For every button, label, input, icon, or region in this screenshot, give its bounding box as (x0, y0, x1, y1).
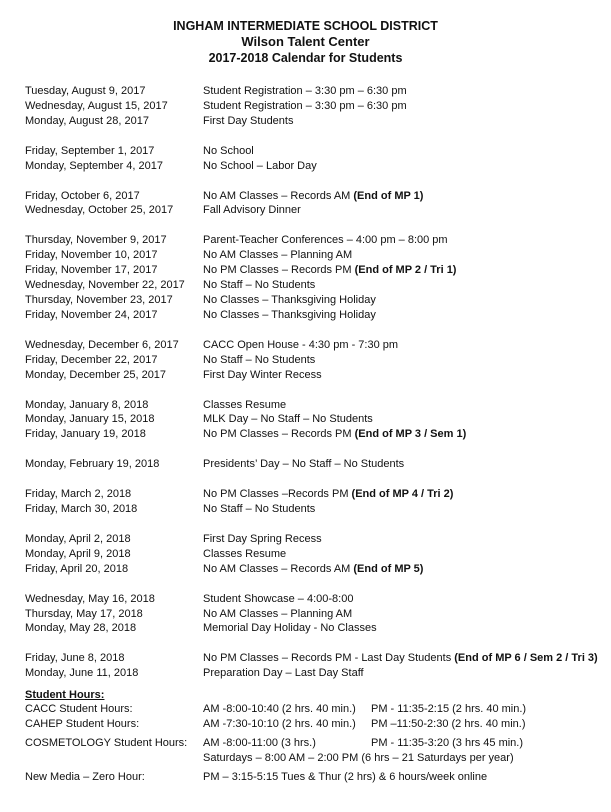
event-text: First Day Winter Recess (203, 368, 322, 381)
student-hours-section (25, 688, 605, 785)
event-group (25, 338, 605, 383)
event-description (203, 621, 605, 636)
event-date: Wednesday, December 6, 2017 (25, 338, 179, 351)
event-row (25, 263, 605, 278)
event-description (203, 84, 605, 99)
event-group (25, 84, 605, 129)
event-description (203, 233, 605, 248)
event-text: No Staff – No Students (203, 503, 316, 516)
hours-pm: PM - 11:35-3:20 (3 hrs 45 min.) (371, 737, 524, 750)
event-row (25, 338, 605, 353)
event-row (25, 412, 605, 427)
event-row (25, 368, 605, 383)
event-group (25, 233, 605, 322)
event-text: No AM Classes – Planning AM (203, 249, 353, 262)
hours-am: AM -7:30-10:10 (2 hrs. 40 min.) (203, 717, 356, 730)
event-text: First Day Spring Recess (203, 532, 322, 545)
event-date: Wednesday, November 22, 2017 (25, 279, 185, 292)
hours-text: PM – 3:15-5:15 Tues & Thur (2 hrs) & 6 hours/week online (203, 771, 488, 784)
event-row (25, 308, 605, 323)
event-row (25, 203, 605, 218)
event-description (203, 293, 605, 308)
hours-pm: PM - 11:35-2:15 (2 hrs. 40 min.) (371, 703, 527, 715)
event-description (203, 607, 605, 622)
event-date: Thursday, May 17, 2018 (25, 607, 143, 620)
event-description (203, 592, 605, 607)
event-date: Wednesday, May 16, 2018 (25, 592, 155, 605)
event-description (203, 666, 605, 681)
event-marking-period: (End of MP 3 / Sem 1) (354, 428, 467, 441)
event-row (25, 427, 605, 442)
event-row (25, 621, 605, 636)
event-row (25, 607, 605, 622)
event-date: Friday, October 6, 2017 (25, 189, 140, 202)
event-group (25, 532, 605, 577)
event-description (203, 368, 605, 383)
event-row (25, 502, 605, 517)
event-description (203, 562, 605, 577)
event-description (203, 487, 605, 502)
event-group (25, 457, 605, 472)
student-hours-title: Student Hours: (25, 689, 105, 701)
document-header (0, 18, 611, 66)
event-date: Monday, April 9, 2018 (25, 547, 131, 560)
event-row (25, 592, 605, 607)
event-group (25, 144, 605, 174)
event-group (25, 189, 605, 219)
calendar-events (25, 84, 605, 696)
event-row (25, 189, 605, 204)
event-description (203, 159, 605, 174)
event-description (203, 651, 605, 666)
event-description (203, 203, 605, 218)
event-row (25, 293, 605, 308)
event-row (25, 651, 605, 666)
event-text: Presidents’ Day – No Staff – No Students (203, 458, 405, 471)
event-description (203, 278, 605, 293)
event-row (25, 487, 605, 502)
event-row (25, 278, 605, 293)
event-row (25, 84, 605, 99)
event-text: No AM Classes – Planning AM (203, 607, 353, 620)
event-text: Classes Resume (203, 547, 287, 560)
event-description (203, 427, 605, 442)
center-title: Wilson Talent Center (241, 34, 370, 49)
event-marking-period: (End of MP 1) (353, 189, 424, 202)
hours-row-cosmetology (25, 736, 605, 751)
hours-label: New Media – Zero Hour: (25, 771, 145, 784)
event-description (203, 547, 605, 562)
event-description (203, 338, 605, 353)
event-text: No Staff – No Students (203, 279, 316, 292)
event-text: No School – Labor Day (203, 159, 317, 172)
event-text: No School (203, 144, 254, 157)
event-text: No Classes – Thanksgiving Holiday (203, 308, 376, 321)
event-date: Thursday, November 9, 2017 (25, 234, 167, 247)
event-date: Friday, November 10, 2017 (25, 249, 158, 262)
event-text: Preparation Day – Last Day Staff (203, 667, 364, 680)
hours-row-new-media (25, 770, 605, 785)
district-title: INGHAM INTERMEDIATE SCHOOL DISTRICT (173, 19, 438, 33)
hours-am: AM -8:00-10:40 (2 hrs. 40 min.) (203, 703, 356, 715)
hours-row-cacc (25, 702, 605, 717)
event-text: No PM Classes – Records PM (203, 428, 355, 441)
event-text: Student Registration – 3:30 pm – 6:30 pm (203, 99, 407, 112)
event-date: Friday, March 30, 2018 (25, 503, 138, 516)
event-date: Monday, May 28, 2018 (25, 622, 137, 635)
event-description (203, 114, 605, 129)
event-date: Tuesday, August 9, 2017 (25, 85, 146, 97)
event-text: First Day Students (203, 114, 294, 127)
event-date: Monday, September 4, 2017 (25, 159, 163, 172)
event-text: Fall Advisory Dinner (203, 204, 301, 217)
event-marking-period: (End of MP 2 / Tri 1) (354, 264, 457, 277)
event-description (203, 412, 605, 427)
event-text: Memorial Day Holiday - No Classes (203, 622, 377, 635)
calendar-title: 2017-2018 Calendar for Students (208, 51, 403, 65)
hours-saturdays: Saturdays – 8:00 AM – 2:00 PM (6 hrs – 21 Saturdays per year) (203, 751, 514, 764)
event-text: No PM Classes –Records PM (203, 488, 352, 501)
event-text: CACC Open House - 4:30 pm - 7:30 pm (203, 338, 399, 351)
event-group (25, 487, 605, 517)
event-marking-period: (End of MP 6 / Sem 2 / Tri 3) (454, 652, 598, 665)
event-description (203, 263, 605, 278)
event-marking-period: (End of MP 5) (353, 562, 424, 575)
event-date: Friday, March 2, 2018 (25, 488, 132, 501)
event-date: Friday, November 17, 2017 (25, 264, 158, 277)
event-text: Student Showcase – 4:00-8:00 (203, 592, 354, 605)
event-row (25, 159, 605, 174)
event-text: No PM Classes – Records PM - Last Day Students (203, 652, 455, 665)
event-row (25, 562, 605, 577)
event-description (203, 308, 605, 323)
event-description (203, 144, 605, 159)
hours-label: CACC Student Hours: (25, 703, 133, 715)
event-row (25, 457, 605, 472)
event-marking-period: (End of MP 4 / Tri 2) (351, 488, 454, 501)
event-description (203, 248, 605, 263)
event-row (25, 532, 605, 547)
event-group (25, 651, 605, 681)
event-row (25, 353, 605, 368)
event-text: No AM Classes – Records AM (203, 189, 354, 202)
event-date: Friday, April 20, 2018 (25, 562, 129, 575)
hours-row-cahep (25, 717, 605, 732)
event-row (25, 99, 605, 114)
event-row (25, 398, 605, 413)
event-date: Friday, September 1, 2017 (25, 144, 155, 157)
event-date: Monday, January 8, 2018 (25, 398, 149, 411)
event-text: No PM Classes – Records PM (203, 264, 355, 277)
event-date: Monday, August 28, 2017 (25, 114, 149, 127)
event-group (25, 398, 605, 443)
event-date: Monday, April 2, 2018 (25, 532, 131, 545)
hours-label: COSMETOLOGY Student Hours: (25, 737, 188, 750)
event-description (203, 189, 605, 204)
event-row (25, 144, 605, 159)
event-date: Friday, November 24, 2017 (25, 308, 158, 321)
event-date: Friday, December 22, 2017 (25, 353, 158, 366)
event-date: Wednesday, August 15, 2017 (25, 99, 168, 112)
event-description (203, 353, 605, 368)
event-row (25, 248, 605, 263)
event-date: Monday, January 15, 2018 (25, 413, 155, 426)
hours-pm: PM –11:50-2:30 (2 hrs. 40 min.) (371, 717, 526, 730)
event-row (25, 114, 605, 129)
event-date: Wednesday, October 25, 2017 (25, 204, 174, 217)
event-description (203, 532, 605, 547)
event-date: Thursday, November 23, 2017 (25, 293, 173, 306)
event-group (25, 592, 605, 637)
event-description (203, 502, 605, 517)
event-date: Friday, June 8, 2018 (25, 652, 125, 665)
event-description (203, 99, 605, 114)
event-text: No Staff – No Students (203, 353, 316, 366)
event-description (203, 457, 605, 472)
event-text: MLK Day – No Staff – No Students (203, 413, 373, 426)
event-text: Student Registration – 3:30 pm – 6:30 pm (203, 85, 407, 97)
event-date: Monday, June 11, 2018 (25, 667, 139, 680)
hours-am: AM -8:00-11:00 (3 hrs.) (203, 737, 316, 750)
event-text: Classes Resume (203, 398, 287, 411)
event-row (25, 233, 605, 248)
event-row (25, 547, 605, 562)
event-text: Parent-Teacher Conferences – 4:00 pm – 8:00 pm (203, 234, 448, 247)
event-text: No AM Classes – Records AM (203, 562, 354, 575)
event-text: No Classes – Thanksgiving Holiday (203, 293, 376, 306)
event-date: Friday, January 19, 2018 (25, 428, 146, 441)
event-row (25, 666, 605, 681)
event-description (203, 398, 605, 413)
event-date: Monday, February 19, 2018 (25, 458, 160, 471)
event-date: Monday, December 25, 2017 (25, 368, 167, 381)
hours-label: CAHEP Student Hours: (25, 717, 140, 730)
